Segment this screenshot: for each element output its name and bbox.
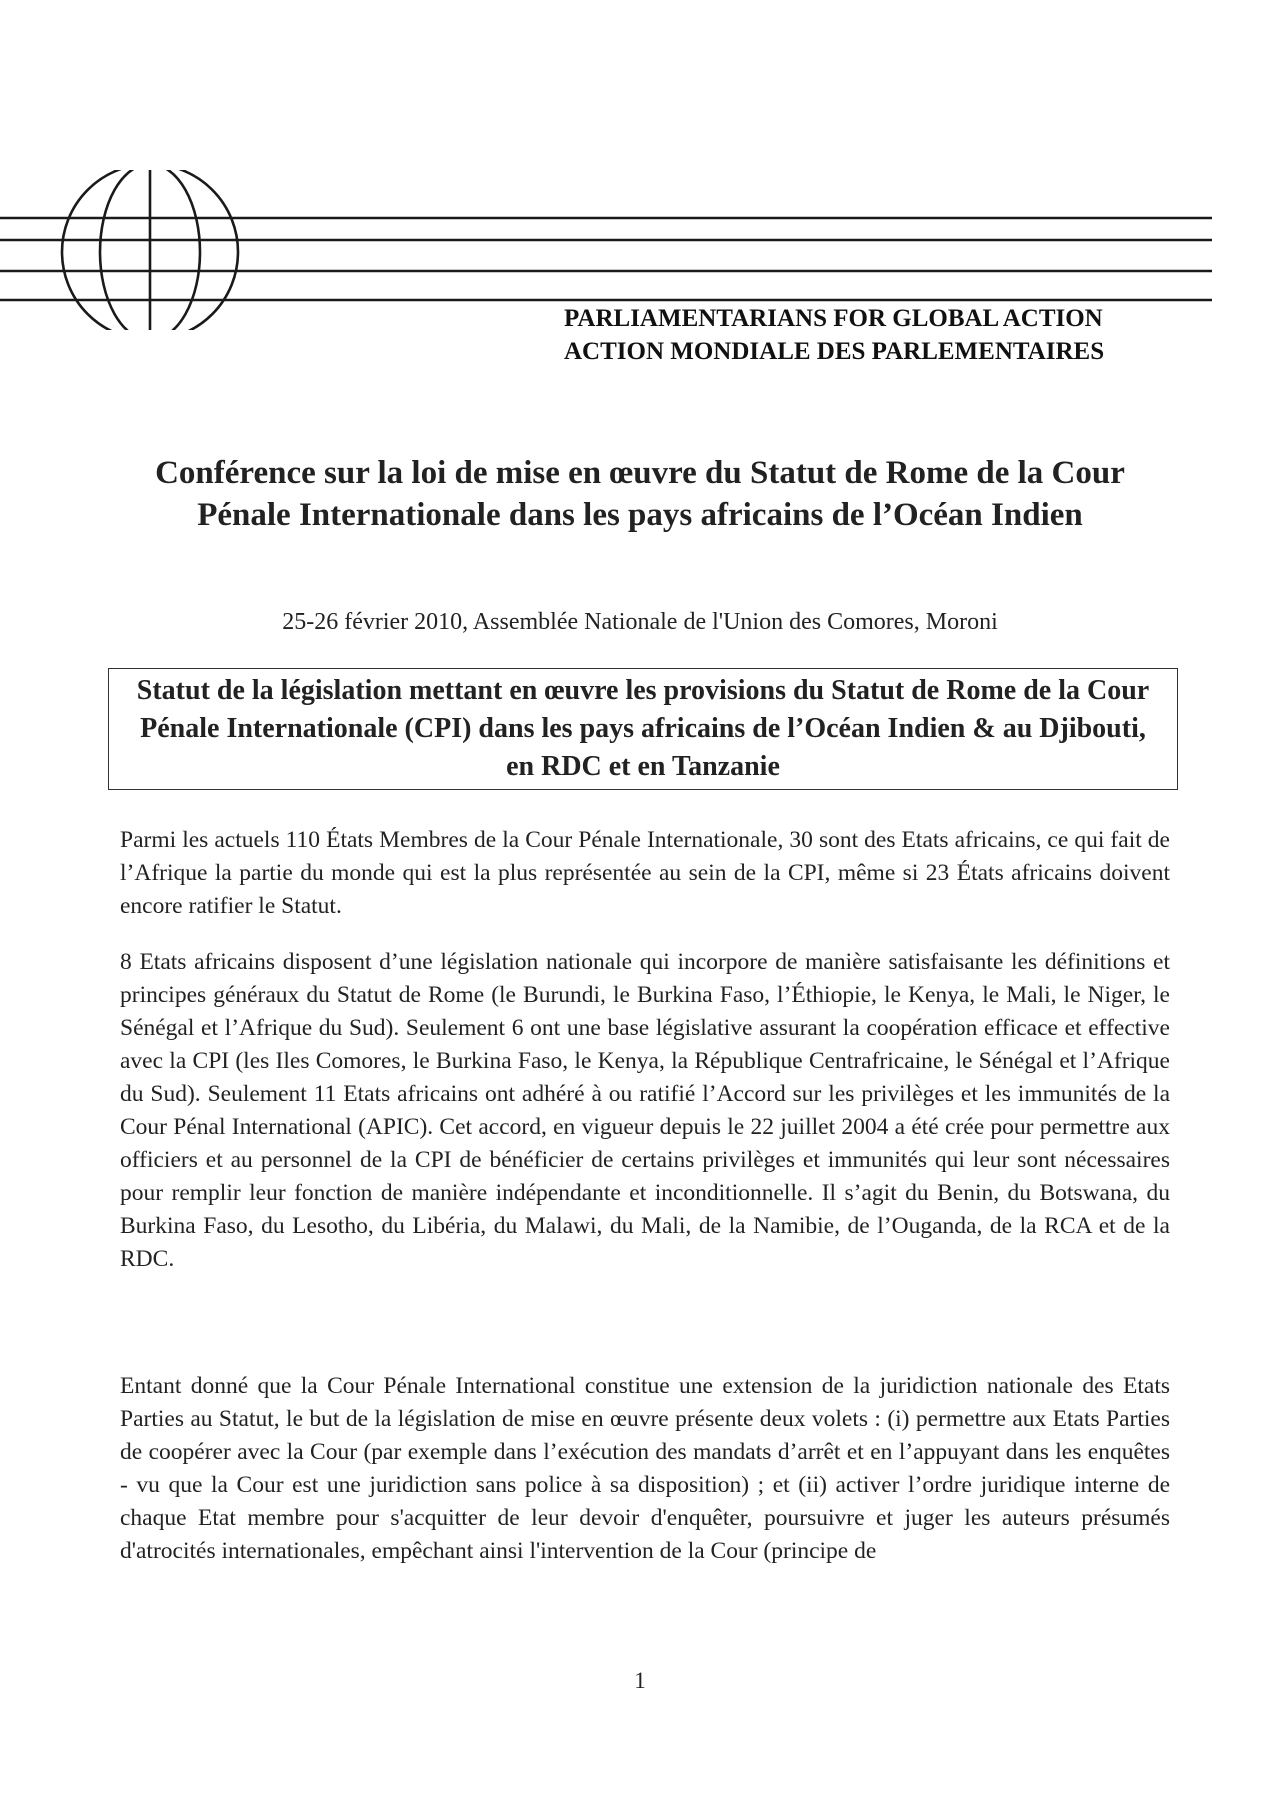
legislation-status-title: Statut de la législation mettant en œuvre les provisions du Statut de Rome de la Cour Pénale Internationale (CPI) dans les pays africains de l’Océan Indien & au Djibouti, en RDC et en Tanzanie bbox=[136, 675, 1150, 782]
legislation-status-box bbox=[108, 668, 1178, 790]
body-paragraph-1: Parmi les actuels 110 États Membres de la Cour Pénale Internationale, 30 sont des Etats africains, ce qui fait de l’Afrique la partie du monde qui est la plus représentée au sein de la CPI, même si 23 États africains doivent encore ratifier le Statut. bbox=[120, 827, 1170, 919]
organization-name bbox=[564, 302, 1104, 368]
body-paragraph-3: Entant donné que la Cour Pénale International constitue une extension de la juridiction nationale des Etats Parties au Statut, le but de la législation de mise en œuvre présente deux volets : (i) permettre aux Etats Parties de coopérer avec la Cour (par exemple dans l’exécution des mandats d’arrêt et en l’appuyant dans les enquêtes - vu que la Cour est une juridiction sans police à sa disposition) ; et (ii) activer l’ordre juridique interne de chaque Etat membre pour s'acquitter de leur devoir d'enquêter, poursuivre et juger les auteurs présumés d'atrocités internationales, empêchant ainsi l'intervention de la Cour (principe de bbox=[120, 1373, 1170, 1564]
body-paragraph-2: 8 Etats africains disposent d’une législation nationale qui incorpore de manière satisfaisante les définitions et principes généraux du Statut de Rome (le Burundi, le Burkina Faso, l’Éthiopie, le Kenya, le Mali, le Niger, le Sénégal et l’Afrique du Sud). Seulement 6 ont une base législative assurant la coopération efficace et effective avec la CPI (les Iles Comores, le Burkina Faso, le Kenya, la République Centrafricaine, le Sénégal et l’Afrique du Sud). Seulement 11 Etats africains ont adhéré à ou ratifié l’Accord sur les privilèges et les immunités de la Cour Pénal International (APIC). Cet accord, en vigueur depuis le 22 juillet 2004 a été crée pour permettre aux officiers et au personnel de la CPI de bénéficier de certains privilèges et immunités qui leur sont nécessaires pour remplir leur fonction de manière indépendante et inconditionnelle. Il s’agit du Benin, du Botswana, du Burkina Faso, du Lesotho, du Libéria, du Malawi, du Mali, de la Namibie, de l’Ouganda, de la RCA et de la RDC. bbox=[120, 949, 1170, 1272]
conference-date-place: 25-26 février 2010, Assemblée Nationale de l'Union des Comores, Moroni bbox=[282, 609, 998, 635]
organization-name-en: PARLIAMENTARIANS FOR GLOBAL ACTION bbox=[564, 305, 1103, 332]
page-number: 1 bbox=[634, 1668, 646, 1693]
conference-title: Conférence sur la loi de mise en œuvre du Statut de Rome de la Cour Pénale Internationale dans les pays africains de l’Océan Indien bbox=[155, 455, 1125, 533]
organization-name-fr: ACTION MONDIALE DES PARLEMENTAIRES bbox=[564, 338, 1105, 365]
